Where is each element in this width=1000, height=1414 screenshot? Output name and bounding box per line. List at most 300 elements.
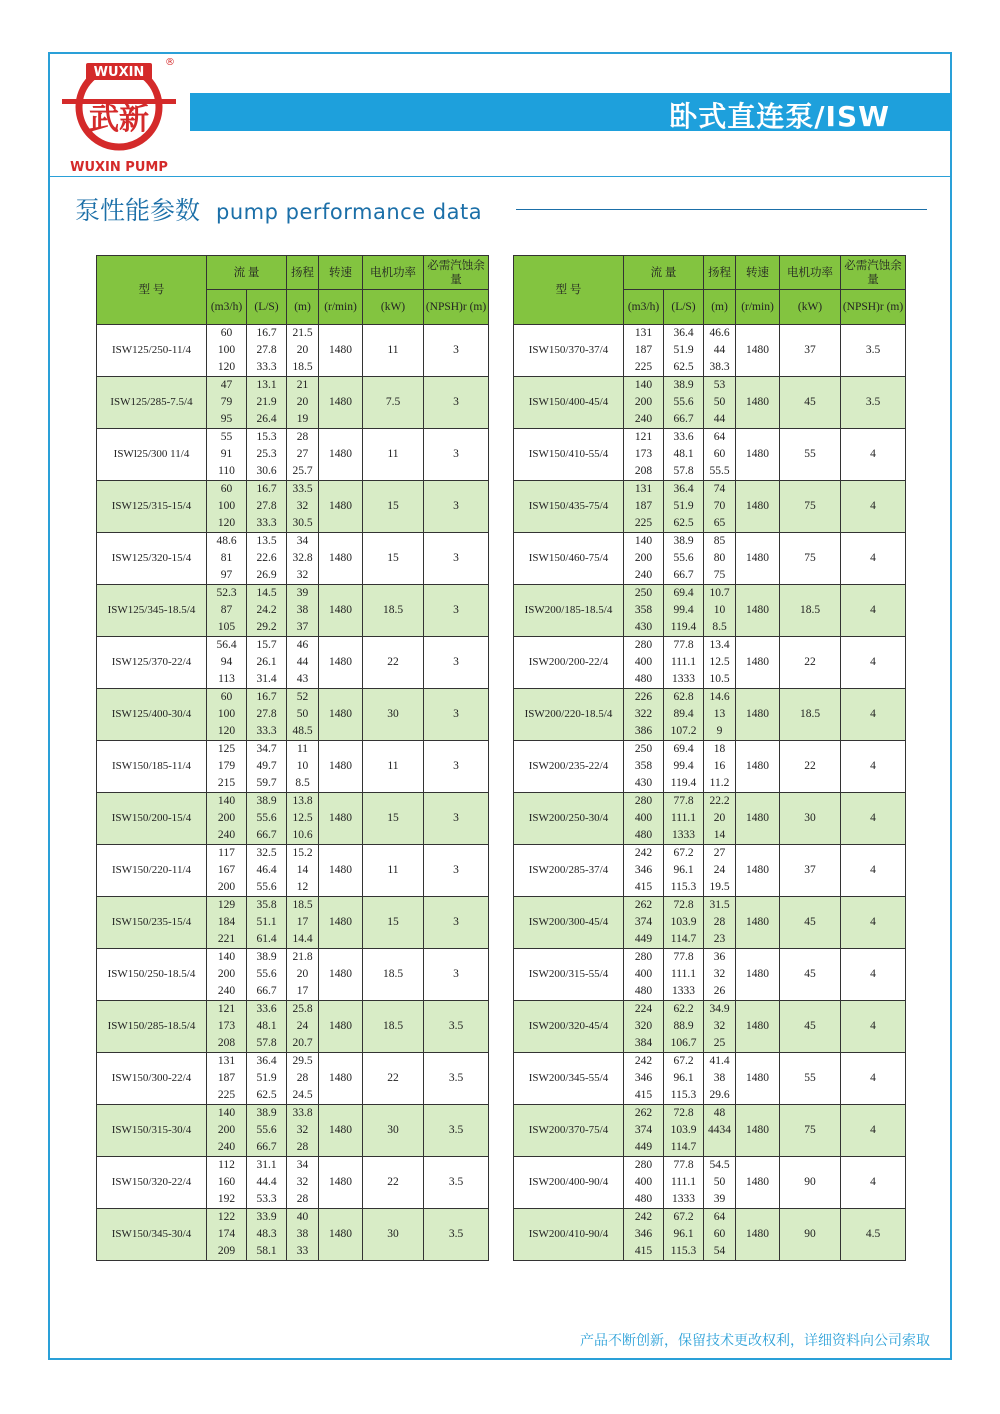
power-cell: 30 (363, 689, 424, 741)
cell-value: 480 (634, 673, 653, 685)
cell-value: 56.4 (216, 639, 237, 651)
table-row (97, 741, 489, 793)
head-cell (287, 325, 319, 377)
npsh-cell: 3.5 (841, 325, 906, 377)
cell-value: 125 (217, 743, 236, 755)
speed-cell: 1480 (319, 845, 363, 897)
cell-value: 167 (217, 864, 236, 876)
cell-value: 48.3 (256, 1228, 277, 1240)
cell-value: 179 (217, 760, 236, 772)
cell-value: 26 (713, 985, 726, 997)
speed-cell: 1480 (319, 377, 363, 429)
speed-cell: 1480 (736, 845, 780, 897)
flow-ls-cell (247, 1105, 287, 1157)
cell-value: 114.7 (670, 1141, 697, 1153)
cell-value: 110 (218, 465, 235, 477)
header-flow-m3h: (m3/h) (207, 290, 247, 325)
cell-value: 415 (634, 1089, 653, 1101)
cell-value: 55.6 (673, 552, 694, 564)
cell-value: 250 (634, 743, 653, 755)
npsh-cell: 3.5 (841, 377, 906, 429)
flow-ls-cell (664, 637, 704, 689)
npsh-cell: 3.5 (424, 1209, 489, 1261)
cell-value: 26.1 (256, 656, 277, 668)
cell-value: 240 (634, 413, 653, 425)
model-cell: ISW125/250-11/4 (97, 325, 207, 377)
npsh-cell: 3.5 (424, 1157, 489, 1209)
cell-value: 400 (634, 968, 653, 980)
cell-value: 140 (217, 951, 236, 963)
speed-cell: 1480 (736, 1157, 780, 1209)
cell-value: 13 (713, 708, 726, 720)
model-cell: ISW150/220-11/4 (97, 845, 207, 897)
cell-value: 225 (634, 517, 653, 529)
model-cell: ISW200/185-18.5/4 (514, 585, 624, 637)
cell-value: 27.8 (256, 500, 277, 512)
npsh-cell: 4 (841, 897, 906, 949)
head-cell (704, 1053, 736, 1105)
model-cell: ISW125/345-18.5/4 (97, 585, 207, 637)
speed-cell: 1480 (319, 1209, 363, 1261)
cell-value: 51.9 (256, 1072, 277, 1084)
npsh-cell: 4 (841, 481, 906, 533)
model-cell: ISW200/285-37/4 (514, 845, 624, 897)
header-power-unit: (kW) (363, 290, 424, 325)
cell-value: 38.3 (709, 361, 730, 373)
cell-value: 40 (296, 1211, 309, 1223)
cell-value: 140 (634, 379, 653, 391)
cell-value: 18 (713, 743, 726, 755)
cell-value: 225 (634, 361, 653, 373)
flow-m3h-cell (207, 949, 247, 1001)
npsh-cell: 3.5 (424, 1001, 489, 1053)
speed-cell: 1480 (736, 377, 780, 429)
header-speed: 转速 (736, 256, 780, 290)
power-cell: 11 (363, 325, 424, 377)
cell-value: 358 (634, 604, 653, 616)
flow-ls-cell (247, 897, 287, 949)
cell-value: 131 (217, 1055, 236, 1067)
cell-value: 8.5 (295, 777, 310, 789)
cell-value: 66.7 (256, 829, 277, 841)
header-speed: 转速 (319, 256, 363, 290)
cell-value: 242 (634, 1211, 653, 1223)
cell-value: 10 (713, 604, 726, 616)
cell-value: 480 (634, 829, 653, 841)
cell-value: 94 (220, 656, 233, 668)
cell-value: 24.2 (256, 604, 277, 616)
cell-value: 41.4 (709, 1055, 730, 1067)
flow-m3h-cell (207, 1157, 247, 1209)
cell-value: 184 (217, 916, 236, 928)
cell-value: 173 (217, 1020, 236, 1032)
cell-value: 25.7 (292, 465, 313, 477)
cell-value: 449 (634, 933, 653, 945)
cell-value: 55.6 (256, 1124, 277, 1136)
power-cell: 55 (780, 429, 841, 481)
npsh-cell: 3 (424, 481, 489, 533)
cell-value: 26.4 (256, 413, 277, 425)
head-cell (704, 481, 736, 533)
cell-value: 28 (296, 1193, 309, 1205)
cell-value: 11 (296, 743, 309, 755)
cell-value: 346 (634, 1228, 653, 1240)
cell-value: 480 (634, 985, 653, 997)
header-model: 型 号 (514, 256, 624, 325)
table-row (97, 1001, 489, 1053)
cell-value: 52.3 (216, 587, 237, 599)
flow-ls-cell (664, 1157, 704, 1209)
speed-cell: 1480 (319, 481, 363, 533)
flow-ls-cell (247, 533, 287, 585)
table-row (97, 689, 489, 741)
power-cell: 45 (780, 377, 841, 429)
cell-value: 400 (634, 812, 653, 824)
speed-cell: 1480 (319, 1053, 363, 1105)
header-flow: 流 量 (207, 256, 287, 290)
cell-value: 34.7 (256, 743, 277, 755)
table-row (514, 741, 906, 793)
cell-value: 89.4 (673, 708, 694, 720)
table-row (514, 949, 906, 1001)
cell-value: 115.3 (670, 881, 697, 893)
cell-value: 1333 (672, 829, 695, 841)
power-cell: 45 (780, 949, 841, 1001)
cell-value: 24 (713, 864, 726, 876)
cell-value: 60 (220, 691, 233, 703)
cell-value: 48 (713, 1107, 726, 1119)
cell-value: 80 (713, 552, 726, 564)
cell-value: 66.7 (673, 569, 694, 581)
head-cell (704, 845, 736, 897)
head-cell (287, 793, 319, 845)
flow-m3h-cell (624, 845, 664, 897)
cell-value: 21.8 (292, 951, 313, 963)
head-cell (287, 637, 319, 689)
cell-value: 15.3 (256, 431, 277, 443)
cell-value: 67.2 (673, 1055, 694, 1067)
cell-value: 119.4 (670, 777, 697, 789)
cell-value: 280 (634, 639, 653, 651)
model-cell: ISW150/315-30/4 (97, 1105, 207, 1157)
table-row (514, 585, 906, 637)
cell-value: 224 (634, 1003, 653, 1015)
cell-value: 20.7 (292, 1037, 313, 1049)
cell-value: 111.1 (670, 656, 697, 668)
section-rule (516, 209, 927, 210)
cell-value: 38 (296, 604, 309, 616)
npsh-cell: 3 (424, 377, 489, 429)
cell-value: 15.2 (292, 847, 313, 859)
cell-value: 34 (296, 1159, 309, 1171)
flow-m3h-cell (207, 845, 247, 897)
cell-value: 50 (296, 708, 309, 720)
cell-value: 44.4 (256, 1176, 277, 1188)
speed-cell: 1480 (319, 637, 363, 689)
cell-value: 12.5 (709, 656, 730, 668)
model-cell: ISW200/410-90/4 (514, 1209, 624, 1261)
cell-value: 33.3 (256, 725, 277, 737)
cell-value: 374 (634, 916, 653, 928)
flow-ls-cell (247, 585, 287, 637)
cell-value: 67.2 (673, 847, 694, 859)
npsh-cell: 4 (841, 1053, 906, 1105)
cell-value: 48.1 (256, 1020, 277, 1032)
head-cell (704, 533, 736, 585)
table-row (97, 793, 489, 845)
header-power-unit: (kW) (780, 290, 841, 325)
power-cell: 15 (363, 793, 424, 845)
head-cell (287, 1209, 319, 1261)
cell-value: 33.9 (256, 1211, 277, 1223)
speed-cell: 1480 (736, 1053, 780, 1105)
cell-value: 280 (634, 1159, 653, 1171)
npsh-cell: 4 (841, 689, 906, 741)
cell-value: 19.5 (709, 881, 730, 893)
power-cell: 15 (363, 533, 424, 585)
cell-value: 346 (634, 864, 653, 876)
cell-value: 17 (296, 985, 309, 997)
cell-value: 95 (220, 413, 233, 425)
logo-chinese-text: 武新 (89, 102, 149, 137)
cell-value: 240 (217, 829, 236, 841)
cell-value: 72.8 (673, 1107, 694, 1119)
npsh-cell: 4 (841, 585, 906, 637)
power-cell: 11 (363, 429, 424, 481)
cell-value: 20 (296, 396, 309, 408)
cell-value: 69.4 (673, 587, 694, 599)
cell-value: 53.3 (256, 1193, 277, 1205)
cell-value: 33 (296, 1245, 309, 1257)
cell-value: 280 (634, 951, 653, 963)
table-row (514, 1001, 906, 1053)
cell-value: 43 (296, 673, 309, 685)
head-cell (704, 1157, 736, 1209)
cell-value: 14.6 (709, 691, 730, 703)
power-cell: 37 (780, 325, 841, 377)
cell-value: 374 (634, 1124, 653, 1136)
flow-m3h-cell (207, 429, 247, 481)
cell-value: 187 (634, 344, 653, 356)
flow-m3h-cell (624, 689, 664, 741)
speed-cell: 1480 (736, 429, 780, 481)
header-flow-ls: (L/S) (664, 290, 704, 325)
cell-value: 62.8 (673, 691, 694, 703)
flow-ls-cell (664, 377, 704, 429)
speed-cell: 1480 (319, 1001, 363, 1053)
cell-value: 28 (296, 1072, 309, 1084)
cell-value: 96.1 (673, 864, 694, 876)
speed-cell: 1480 (736, 585, 780, 637)
cell-value: 74 (713, 483, 726, 495)
table-row (97, 325, 489, 377)
speed-cell: 1480 (319, 897, 363, 949)
cell-value: 320 (634, 1020, 653, 1032)
cell-value: 31.4 (256, 673, 277, 685)
flow-ls-cell (664, 741, 704, 793)
model-cell: ISW125/400-30/4 (97, 689, 207, 741)
cell-value: 16 (713, 760, 726, 772)
head-cell (704, 949, 736, 1001)
speed-cell: 1480 (319, 533, 363, 585)
cell-value: 81 (220, 552, 233, 564)
npsh-cell: 4 (841, 1105, 906, 1157)
flow-ls-cell (664, 429, 704, 481)
cell-value: 240 (217, 1141, 236, 1153)
section-title-cn: 泵性能参数 (75, 196, 201, 225)
table-row (514, 429, 906, 481)
npsh-cell: 3 (424, 585, 489, 637)
cell-value: 15.7 (256, 639, 277, 651)
model-cell: ISW200/250-30/4 (514, 793, 624, 845)
cell-value: 55 (220, 431, 233, 443)
npsh-cell: 3 (424, 533, 489, 585)
cell-value: 111.1 (670, 968, 697, 980)
section-heading (75, 191, 482, 227)
cell-value: 30.5 (292, 517, 313, 529)
cell-value: 99.4 (673, 604, 694, 616)
npsh-cell: 3.5 (424, 1105, 489, 1157)
head-cell (704, 429, 736, 481)
speed-cell: 1480 (736, 897, 780, 949)
cell-value: 215 (217, 777, 236, 789)
speed-cell: 1480 (736, 1105, 780, 1157)
npsh-cell: 3 (424, 637, 489, 689)
cell-value: 140 (217, 795, 236, 807)
header-npsh-unit: (NPSH)r (m) (424, 290, 489, 325)
flow-m3h-cell (624, 637, 664, 689)
model-cell: ISW150/400-45/4 (514, 377, 624, 429)
cell-value: 75 (713, 569, 726, 581)
cell-value: 12.5 (292, 812, 313, 824)
model-cell: ISW200/370-75/4 (514, 1105, 624, 1157)
cell-value: 60 (713, 448, 726, 460)
model-cell: ISW200/320-45/4 (514, 1001, 624, 1053)
cell-value: 38.9 (673, 379, 694, 391)
cell-value: 449 (634, 1141, 653, 1153)
cell-value: 57.8 (673, 465, 694, 477)
cell-value: 97 (220, 569, 233, 581)
table-row (97, 949, 489, 1001)
cell-value: 77.8 (673, 951, 694, 963)
flow-ls-cell (664, 325, 704, 377)
flow-ls-cell (247, 741, 287, 793)
cell-value: 46.4 (256, 864, 277, 876)
flow-ls-cell (247, 325, 287, 377)
head-cell (704, 637, 736, 689)
cell-value: 112 (218, 1159, 235, 1171)
cell-value: 38.9 (673, 535, 694, 547)
flow-m3h-cell (624, 793, 664, 845)
cell-value: 38 (713, 1072, 726, 1084)
cell-value: 25.8 (292, 1003, 313, 1015)
power-cell: 15 (363, 481, 424, 533)
cell-value: 103.9 (670, 1124, 697, 1136)
cell-value: 39 (713, 1193, 726, 1205)
flow-ls-cell (664, 1105, 704, 1157)
power-cell: 18.5 (363, 949, 424, 1001)
cell-value: 14 (713, 829, 726, 841)
cell-value: 60 (220, 483, 233, 495)
model-cell: ISWl25/300 11/4 (97, 429, 207, 481)
model-cell: ISW125/320-15/4 (97, 533, 207, 585)
npsh-cell: 4.5 (841, 1209, 906, 1261)
cell-value: 85 (713, 535, 726, 547)
flow-m3h-cell (624, 897, 664, 949)
head-cell (287, 845, 319, 897)
table-row (514, 1209, 906, 1261)
cell-value: 47 (220, 379, 233, 391)
flow-ls-cell (664, 793, 704, 845)
cell-value: 60 (713, 1228, 726, 1240)
head-cell (287, 481, 319, 533)
cell-value: 129 (217, 899, 236, 911)
cell-value: 200 (217, 881, 236, 893)
cell-value: 10.7 (709, 587, 730, 599)
cell-value: 208 (634, 465, 653, 477)
flow-ls-cell (664, 481, 704, 533)
cell-value (704, 1139, 735, 1156)
model-cell: ISW150/250-18.5/4 (97, 949, 207, 1001)
flow-ls-cell (664, 585, 704, 637)
cell-value: 62.2 (673, 1003, 694, 1015)
npsh-cell: 3.5 (424, 1053, 489, 1105)
speed-cell: 1480 (319, 949, 363, 1001)
cell-value: 67.2 (673, 1211, 694, 1223)
head-cell (287, 377, 319, 429)
cell-value: 200 (217, 1124, 236, 1136)
cell-value: 66.7 (256, 985, 277, 997)
cell-value: 120 (217, 725, 236, 737)
cell-value: 10 (296, 760, 309, 772)
model-cell: ISW125/285-7.5/4 (97, 377, 207, 429)
flow-ls-cell (664, 897, 704, 949)
table-row (514, 325, 906, 377)
cell-value: 100 (217, 500, 236, 512)
cell-value: 174 (217, 1228, 236, 1240)
cell-value: 1333 (672, 985, 695, 997)
cell-value: 96.1 (673, 1072, 694, 1084)
header-speed-unit: (r/min) (736, 290, 780, 325)
cell-value: 26.9 (256, 569, 277, 581)
flow-m3h-cell (207, 1001, 247, 1053)
header-head: 扬程 (287, 256, 319, 290)
cell-value: 88.9 (673, 1020, 694, 1032)
npsh-cell: 4 (841, 793, 906, 845)
flow-ls-cell (247, 1053, 287, 1105)
cell-value: 384 (634, 1037, 653, 1049)
flow-ls-cell (664, 1001, 704, 1053)
cell-value: 20 (296, 344, 309, 356)
cell-value: 415 (634, 881, 653, 893)
cell-value: 60 (220, 327, 233, 339)
npsh-cell: 3 (424, 689, 489, 741)
npsh-cell: 4 (841, 1157, 906, 1209)
cell-value: 200 (217, 812, 236, 824)
flow-ls-cell (247, 689, 287, 741)
flow-ls-cell (247, 377, 287, 429)
power-cell: 45 (780, 897, 841, 949)
flow-ls-cell (664, 949, 704, 1001)
power-cell: 90 (780, 1157, 841, 1209)
cell-value: 173 (634, 448, 653, 460)
cell-value: 33.3 (256, 361, 277, 373)
cell-value: 386 (634, 725, 653, 737)
cell-value: 120 (217, 361, 236, 373)
cell-value: 38.9 (256, 1107, 277, 1119)
cell-value: 16.7 (256, 691, 277, 703)
cell-value: 160 (217, 1176, 236, 1188)
